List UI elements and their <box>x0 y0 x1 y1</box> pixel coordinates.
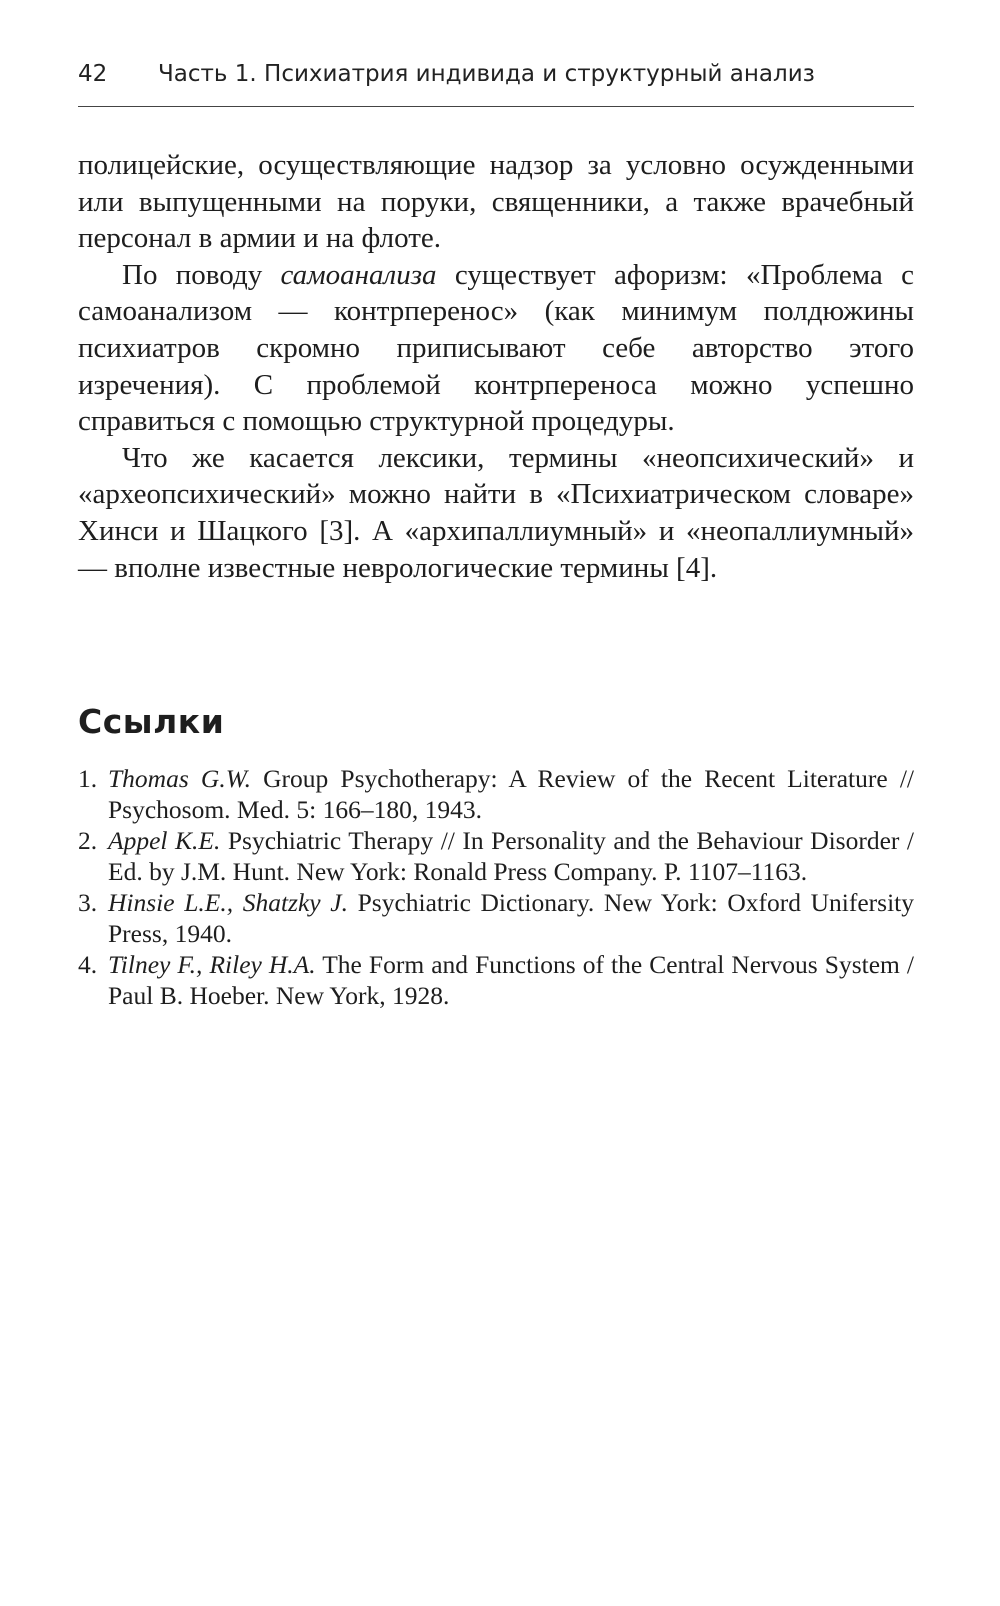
reference-authors: Appel K.E. <box>108 826 221 855</box>
paragraph-2 <box>78 257 914 440</box>
running-header <box>78 58 914 90</box>
reference-text: The Form and Functions of the Central Nervous System / Paul B. Hoeber. New York, 1928. <box>108 950 914 1010</box>
reference-item <box>78 949 914 1011</box>
reference-text: Psychiatric Therapy // In Personality and the Behaviour Disorder / Ed. by J.M. Hunt. New York: Ronald Press Company. P. 1107–1163. <box>108 826 914 886</box>
reference-authors: Thomas G.W. <box>108 764 251 793</box>
paragraph-2-lead: По поводу <box>122 258 281 291</box>
reference-item <box>78 825 914 887</box>
reference-text: Psychiatric Dictionary. New York: Oxford Unifersity Press, 1940. <box>108 888 914 948</box>
paragraph-2-rest: существует афоризм: «Проблема с самоанализом — контрперенос» (как минимум полдюжины психиатров скромно приписывают себе авторство этого изречения). С проблемой контрпереноса можно успешно справиться с помощью структурной процедуры. <box>78 258 914 438</box>
reference-number: 2. <box>78 826 98 855</box>
body-text <box>78 147 914 586</box>
reference-number: 3. <box>78 888 98 917</box>
reference-authors: Hinsie L.E., Shatzky J. <box>108 888 348 917</box>
header-divider <box>78 106 914 107</box>
paragraph-2-emphasis: самоанализа <box>280 258 437 291</box>
page-number: 42 <box>78 61 108 87</box>
references-list <box>78 763 914 1011</box>
reference-number: 1. <box>78 764 98 793</box>
reference-item <box>78 887 914 949</box>
reference-number: 4. <box>78 950 98 979</box>
reference-text: Group Psychotherapy: A Review of the Recent Literature // Psychosom. Med. 5: 166–180, 1943. <box>108 764 914 824</box>
paragraph-3: Что же касается лексики, термины «неопсихический» и «археопсихический» можно найти в «Психиатрическом словаре» Хинси и Шацкого [3]. А «архипаллиумный» и «неопаллиумный» — вполне известные неврологические термины [4]. <box>78 441 914 584</box>
running-title: Часть 1. Психиатрия индивида и структурный анализ <box>158 61 815 87</box>
reference-item <box>78 763 914 825</box>
references-heading: Ссылки <box>78 702 225 741</box>
paragraph-1: полицейские, осуществляющие надзор за условно осужденными или выпущенными на поруки, священники, а также врачебный персонал в армии и на флоте. <box>78 149 914 255</box>
reference-authors: Tilney F., Riley H.A. <box>108 950 316 979</box>
